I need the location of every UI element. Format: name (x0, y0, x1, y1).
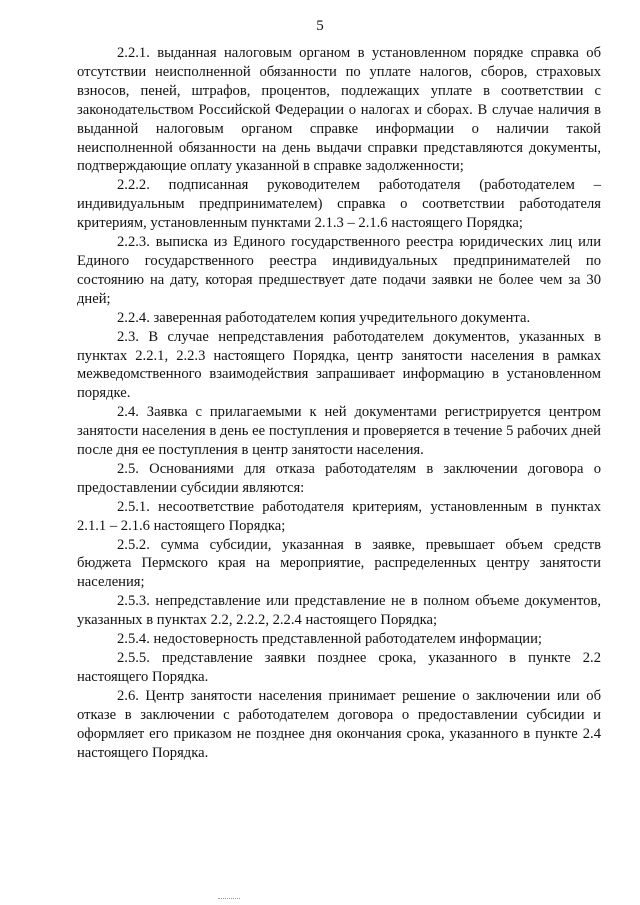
paragraph-2-5-4: 2.5.4. недостоверность представленной работодателем информации; (117, 631, 542, 648)
paragraph-2-2-2: 2.2.2. подписанная руководителем работодателя (работодателем – индивидуальным предпринимателем) справка о соответствии работодателя критериям, установленным пунктами 2.1.3 – 2.1.6 настоящего Порядка; (77, 177, 601, 232)
paragraph-2-5: 2.5. Основаниями для отказа работодателям в заключении договора о предоставлении субсидии являются: (77, 460, 601, 496)
document-body (77, 44, 601, 762)
paragraph-2-2-3: 2.2.3. выписка из Единого государственного реестра юридических лиц или Единого государственного реестра индивидуальных предпринимателей по состоянию на дату, которая предшествует дате подачи заявки не более чем за 30 дней; (77, 234, 601, 307)
paragraph-2-6: 2.6. Центр занятости населения принимает решение о заключении или об отказе в заключении с работодателем договора о предоставлении субсидии и оформляет его приказом не позднее дня окончания срока, указанного в пункте 2.4 настоящего Порядка. (77, 687, 601, 761)
paragraph-2-3: 2.3. В случае непредставления работодателем документов, указанных в пунктах 2.2.1, 2.2.3 настоящего Порядка, центр занятости населения в рамках межведомственного взаимодействия запрашивает информацию в установленном порядке. (77, 328, 601, 402)
paragraph-2-5-5: 2.5.5. представление заявки позднее срока, указанного в пункте 2.2 настоящего Порядка. (77, 650, 601, 685)
paragraph-2-2-1: 2.2.1. выданная налоговым органом в установленном порядке справка об отсутствии неисполненной обязанности по уплате налогов, сборов, страховых взносов, пеней, штрафов, процентов, подлежащих уплате в соответствии с законодательством Российской Федерации о налогах и сборах. В случае наличия в выданной налоговым органом справке информации о наличии такой неисполненной обязанности на день выдачи справки представляются документы, подтверждающие оплату указанной в справке задолженности; (77, 45, 601, 175)
scan-artifact (218, 898, 240, 902)
paragraph-2-2-4: 2.2.4. заверенная работодателем копия учредительного документа. (117, 309, 531, 326)
paragraph-2-5-2: 2.5.2. сумма субсидии, указанная в заявке, превышает объем средств бюджета Пермского края на мероприятие, распределенных центру занятости населения; (77, 536, 601, 591)
paragraph-2-5-1: 2.5.1. несоответствие работодателя критериям, установленным в пунктах 2.1.1 – 2.1.6 настоящего Порядка; (77, 498, 601, 534)
paragraph-2-5-3: 2.5.3. непредставление или представление не в полном объеме документов, указанных в пунктах 2.2, 2.2.2, 2.2.4 настоящего Порядка; (77, 593, 601, 629)
page-number: 5 (316, 18, 324, 34)
paragraph-2-4: 2.4. Заявка с прилагаемыми к ней документами регистрируется центром занятости населения в день ее поступления и проверяется в течение 5 рабочих дней после дня ее поступления в центр занятости населения. (77, 404, 601, 459)
